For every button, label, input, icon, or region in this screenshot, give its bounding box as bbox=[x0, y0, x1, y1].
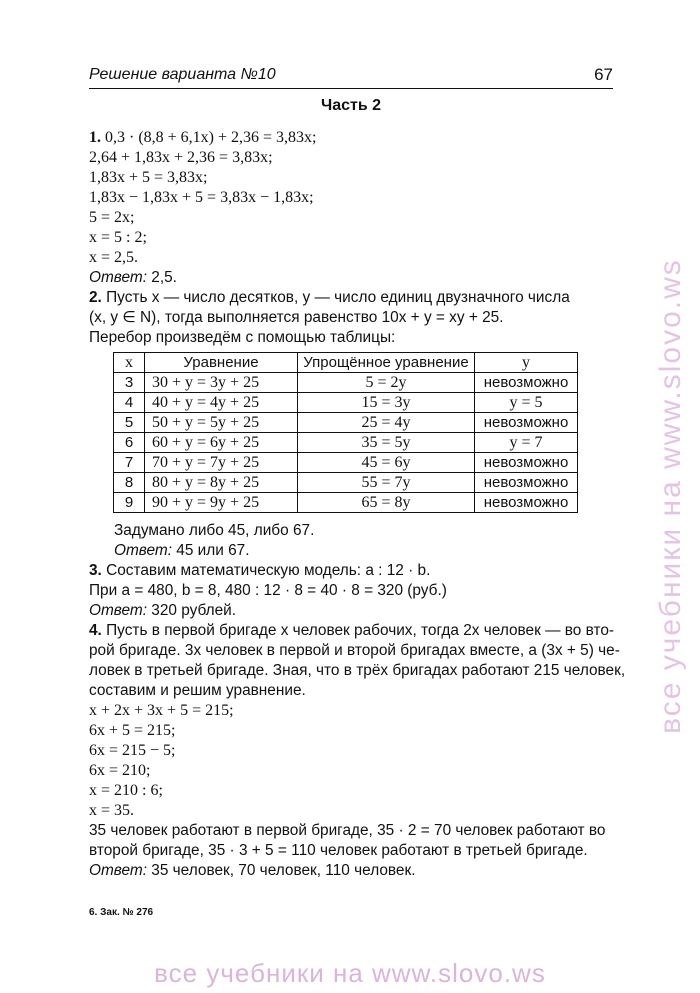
table-cell: 50 + y = 5y + 25 bbox=[145, 413, 298, 433]
answer-label: Ответ: bbox=[89, 862, 147, 879]
problem-1-answer bbox=[89, 268, 617, 288]
problem-1-line: 1. 0,3 · (8,8 + 6,1x) + 2,36 = 3,83x; bbox=[89, 129, 317, 146]
answer-value: 35 человек, 70 человек, 110 человек. bbox=[151, 862, 416, 879]
table-cell: 70 + y = 7y + 25 bbox=[145, 453, 298, 473]
problem-4-result-line: второй бригаде, 35 · 3 + 5 = 110 человек работают в третьей бригаде. bbox=[89, 842, 588, 859]
table-row bbox=[114, 373, 578, 393]
printing-footnote: 6. Зак. № 276 bbox=[89, 907, 154, 918]
problem-4-math-line: 6x = 215 − 5; bbox=[89, 742, 176, 759]
problem-1-line: 1,83x + 5 = 3,83x; bbox=[89, 169, 208, 186]
problem-number: 1. bbox=[89, 129, 101, 146]
table-cell: невозможно bbox=[475, 493, 578, 513]
table-cell: 15 = 3y bbox=[298, 393, 475, 413]
problem-2-line: 2. Пусть x — число десятков, y — число единиц двузначного числа bbox=[89, 289, 570, 306]
side-watermark-text: все учебники на www.slovo.ws bbox=[654, 258, 687, 734]
bottom-watermark[interactable]: все учебники на www.slovo.ws bbox=[154, 958, 546, 988]
table-cell: 55 = 7y bbox=[298, 473, 475, 493]
table-cell: 5 bbox=[114, 413, 145, 433]
problem-4-line: составим и решим уравнение. bbox=[89, 682, 306, 699]
problem-1-line: x = 5 : 2; bbox=[89, 229, 147, 246]
table-cell: невозможно bbox=[475, 413, 578, 433]
table-cell: 90 + y = 9y + 25 bbox=[145, 493, 298, 513]
table-row bbox=[114, 413, 578, 433]
answer-label: Ответ: bbox=[114, 542, 172, 559]
table-cell: 3 bbox=[114, 373, 145, 393]
problem-number: 4. bbox=[89, 622, 102, 639]
problem-4-line: ловек в третьей бригаде. Зная, что в трёх бригадах работают 215 человек, bbox=[89, 662, 626, 679]
table-header-cell: y bbox=[475, 353, 578, 373]
table-cell: y = 7 bbox=[475, 433, 578, 453]
table-cell: 9 bbox=[114, 493, 145, 513]
table-header-cell: Упрощённое уравнение bbox=[298, 353, 475, 373]
table-cell: 65 = 8y bbox=[298, 493, 475, 513]
answer-value: 320 рублей. bbox=[151, 602, 237, 619]
problem-2-line: Перебор произведём с помощью таблицы: bbox=[89, 329, 396, 346]
table-row bbox=[114, 453, 578, 473]
table-row bbox=[114, 493, 578, 513]
table-cell: y = 5 bbox=[475, 393, 578, 413]
part-title: Часть 2 bbox=[320, 97, 382, 114]
table-cell: 7 bbox=[114, 453, 145, 473]
table-cell: 6 bbox=[114, 433, 145, 453]
problem-2-line: (x, y ∈ N), тогда выполняется равенство 10x + y = xy + 25. bbox=[89, 309, 504, 326]
problem-number: 2. bbox=[89, 289, 102, 306]
table-cell: 25 = 4y bbox=[298, 413, 475, 433]
problem-3-line: 3. Составим математическую модель: a : 12 · b. bbox=[89, 562, 431, 579]
table-header-cell: Уравнение bbox=[145, 353, 298, 373]
answer-value: 2,5. bbox=[151, 269, 177, 286]
problem-2-conclusion: Задумано либо 45, либо 67. bbox=[114, 522, 315, 539]
table-cell: 8 bbox=[114, 473, 145, 493]
page-content bbox=[89, 128, 626, 881]
problem-4-math-line: 6x + 5 = 215; bbox=[89, 722, 176, 739]
problem-1-line: 2,64 + 1,83x + 2,36 = 3,83x; bbox=[89, 149, 273, 166]
table-cell: невозможно bbox=[475, 373, 578, 393]
enumeration-table bbox=[113, 352, 578, 513]
table-cell: 40 + y = 4y + 25 bbox=[145, 393, 298, 413]
answer-label: Ответ: bbox=[89, 269, 147, 286]
problem-4-math-line: x = 35. bbox=[89, 802, 135, 819]
problem-2-answer bbox=[89, 541, 617, 561]
page-number: 67 bbox=[594, 65, 613, 84]
problem-4-result-line: 35 человек работают в первой бригаде, 35 · 2 = 70 человек работают во bbox=[89, 822, 606, 839]
table-cell: 80 + y = 8y + 25 bbox=[145, 473, 298, 493]
table-header-row bbox=[114, 353, 578, 373]
enumeration-table-wrap bbox=[113, 352, 617, 513]
table-cell: 60 + y = 6y + 25 bbox=[145, 433, 298, 453]
problem-4-math-line: x + 2x + 3x + 5 = 215; bbox=[89, 702, 234, 719]
table-row bbox=[114, 473, 578, 493]
table-cell: 35 = 5y bbox=[298, 433, 475, 453]
table-cell: 4 bbox=[114, 393, 145, 413]
table-row bbox=[114, 433, 578, 453]
table-header-cell: x bbox=[114, 353, 145, 373]
problem-3-line: При a = 480, b = 8, 480 : 12 · 8 = 40 · 8 = 320 (руб.) bbox=[89, 582, 447, 599]
answer-value: 45 или 67. bbox=[176, 542, 250, 559]
problem-1-line: 5 = 2x; bbox=[89, 209, 135, 226]
problem-1-line: x = 2,5. bbox=[89, 249, 139, 266]
problem-4-line: 4. Пусть в первой бригаде x человек рабочих, тогда 2x человек — во вто- bbox=[89, 622, 615, 639]
table-cell: 45 = 6y bbox=[298, 453, 475, 473]
running-header bbox=[89, 66, 613, 89]
running-title: Решение варианта №10 bbox=[89, 66, 276, 83]
problem-3-answer bbox=[89, 601, 617, 621]
problem-4-math-line: 6x = 210; bbox=[89, 762, 151, 779]
table-row bbox=[114, 393, 578, 413]
table-cell: 30 + y = 3y + 25 bbox=[145, 373, 298, 393]
problem-4-answer bbox=[89, 861, 617, 881]
table-cell: невозможно bbox=[475, 453, 578, 473]
problem-number: 3. bbox=[89, 562, 102, 579]
answer-label: Ответ: bbox=[89, 602, 147, 619]
problem-1-line: 1,83x − 1,83x + 5 = 3,83x − 1,83x; bbox=[89, 189, 314, 206]
table-cell: 5 = 2y bbox=[298, 373, 475, 393]
problem-4-line: рой бригаде. 3x человек в первой и второй бригадах вместе, а (3x + 5) че- bbox=[89, 642, 620, 659]
table-cell: невозможно bbox=[475, 473, 578, 493]
problem-4-math-line: x = 210 : 6; bbox=[89, 782, 163, 799]
